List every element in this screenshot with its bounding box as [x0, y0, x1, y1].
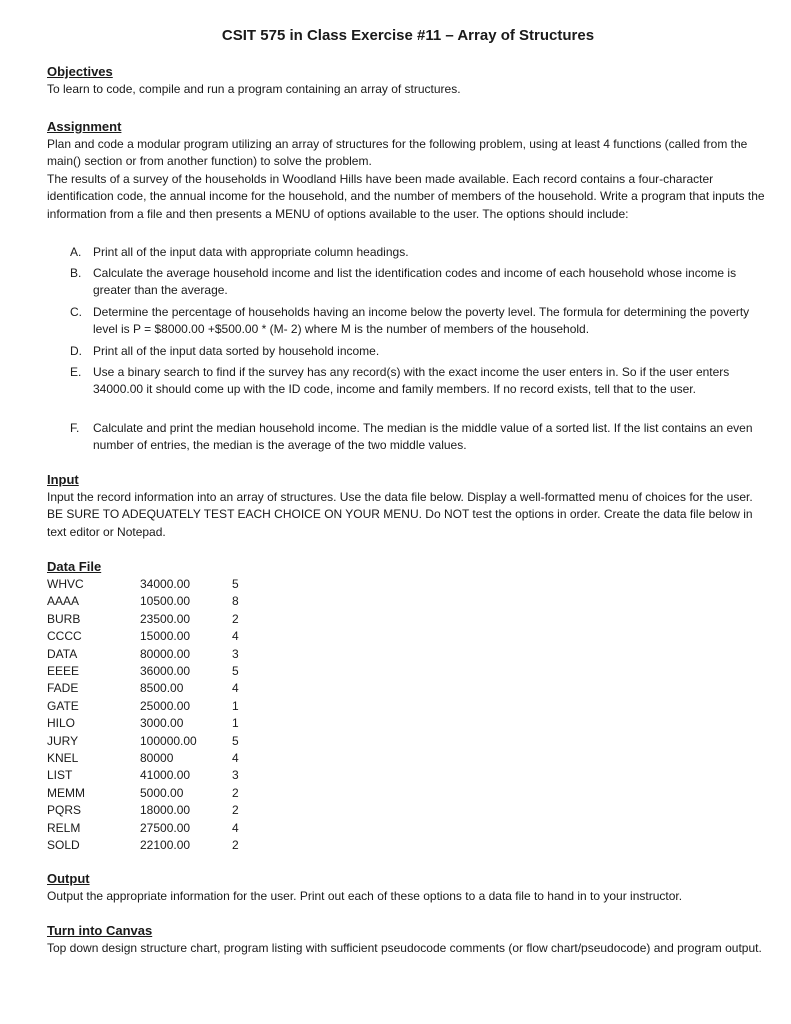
household-members: 8 [232, 594, 239, 609]
household-members: 3 [232, 768, 239, 783]
household-code: KNEL [47, 751, 79, 766]
household-members: 5 [232, 733, 239, 748]
household-income: 41000.00 [140, 768, 191, 783]
option-text: Print all of the input data sorted by household income. [93, 344, 380, 358]
table-row [47, 698, 252, 715]
household-code: RELM [47, 820, 81, 835]
table-row [47, 715, 252, 732]
household-income: 10500.00 [140, 594, 191, 609]
data-file-table [47, 576, 252, 855]
output-heading: Output [47, 871, 90, 886]
household-income: 8500.00 [140, 681, 184, 696]
input-heading: Input [47, 472, 79, 487]
household-members: 2 [232, 785, 239, 800]
option-text: Calculate the average household income and list the identification codes and income of each household whose income is greater than the average. [93, 266, 737, 298]
assignment-intro: Plan and code a modular program utilizing an array of structures for the following problem, using at least 4 functions (called from the main() section or from another function) to solve the problem. [47, 137, 748, 169]
household-members: 2 [232, 611, 239, 626]
canvas-text: Top down design structure chart, program listing with sufficient pseudocode comments (or flow chart/pseudocode) and program output. [47, 941, 762, 955]
option-letter: A. [70, 245, 82, 259]
household-income: 100000.00 [140, 733, 197, 748]
output-text: Output the appropriate information for the user. Print out each of these options to a data file to hand in to your instructor. [47, 889, 683, 903]
household-members: 4 [232, 629, 239, 644]
table-row [47, 837, 252, 854]
household-income: 25000.00 [140, 698, 191, 713]
table-row [47, 733, 252, 750]
household-code: SOLD [47, 838, 80, 853]
household-code: AAAA [47, 594, 80, 609]
table-row [47, 767, 252, 784]
datafile-heading: Data File [47, 559, 102, 574]
table-row [47, 593, 252, 610]
household-members: 3 [232, 646, 239, 661]
household-members: 4 [232, 681, 239, 696]
household-income: 5000.00 [140, 785, 184, 800]
household-income: 23500.00 [140, 611, 191, 626]
option-letter: E. [70, 365, 82, 379]
household-income: 22100.00 [140, 838, 191, 853]
option-letter: D. [70, 344, 82, 358]
option-text: Use a binary search to find if the survey has any record(s) with the exact income the user enters in. So if the user enters 34000.00 it should come up with the ID code, income and family members. If no record exists, tell that to the user. [93, 365, 730, 397]
page-title: CSIT 575 in Class Exercise #11 – Array of Structures [221, 27, 595, 44]
objectives-text: To learn to code, compile and run a program containing an array of structures. [47, 82, 461, 96]
table-row [47, 750, 252, 767]
household-income: 3000.00 [140, 716, 184, 731]
household-income: 18000.00 [140, 803, 191, 818]
table-row [47, 785, 252, 802]
household-code: GATE [47, 698, 79, 713]
objectives-heading: Objectives [47, 64, 113, 79]
household-income: 27500.00 [140, 820, 191, 835]
household-members: 1 [232, 698, 239, 713]
option-text: Calculate and print the median household income. The median is the middle value of a sorted list. If the list contains an even number of entries, the median is the average of the two middle values. [93, 421, 753, 453]
household-members: 2 [232, 838, 239, 853]
assignment-description: The results of a survey of the households in Woodland Hills have been made available. Each record contains a four-character identification code, the annual income for the household, and the number of members of the household. Write a program that inputs the information from a file and then presents a MENU of options available to the user. The options should include: [47, 172, 765, 221]
household-income: 80000 [140, 751, 174, 766]
household-code: MEMM [47, 785, 85, 800]
household-code: DATA [47, 646, 78, 661]
table-row [47, 646, 252, 663]
option-letter: C. [70, 305, 82, 319]
household-code: PQRS [47, 803, 82, 818]
table-row [47, 802, 252, 819]
table-row [47, 576, 252, 593]
household-code: FADE [47, 681, 79, 696]
household-code: WHVC [47, 577, 84, 591]
household-code: EEEE [47, 664, 80, 679]
household-code: JURY [47, 733, 79, 748]
household-members: 4 [232, 751, 239, 766]
household-code: BURB [47, 611, 81, 626]
household-members: 5 [232, 664, 239, 679]
household-code: LIST [47, 768, 73, 783]
household-members: 4 [232, 820, 239, 835]
option-text: Determine the percentage of households having an income below the poverty level. The formula for determining the poverty level is P = $8000.00 +$500.00 * (M- 2) where M is the number of members of the household. [93, 305, 750, 337]
option-letter: F. [70, 421, 80, 435]
assignment-heading: Assignment [47, 119, 122, 134]
household-income: 15000.00 [140, 629, 191, 644]
table-row [47, 628, 252, 645]
table-row [47, 663, 252, 680]
household-members: 5 [232, 577, 239, 591]
household-code: HILO [47, 716, 76, 731]
household-income: 36000.00 [140, 664, 191, 679]
canvas-heading: Turn into Canvas [47, 923, 153, 938]
household-income: 80000.00 [140, 646, 191, 661]
table-row [47, 611, 252, 628]
option-text: Print all of the input data with appropriate column headings. [93, 245, 409, 259]
household-members: 1 [232, 716, 239, 731]
input-text: Input the record information into an array of structures. Use the data file below. Display a well-formatted menu of choices for the user. BE SURE TO ADEQUATELY TEST EACH CHOICE ON YOUR MENU. Do NOT test the options in order. Create the data file below in text editor or Notepad. [47, 490, 753, 539]
option-letter: B. [70, 266, 82, 280]
household-income: 34000.00 [140, 577, 191, 591]
table-row [47, 820, 252, 837]
household-code: CCCC [47, 629, 82, 644]
table-row [47, 680, 252, 697]
household-members: 2 [232, 803, 239, 818]
